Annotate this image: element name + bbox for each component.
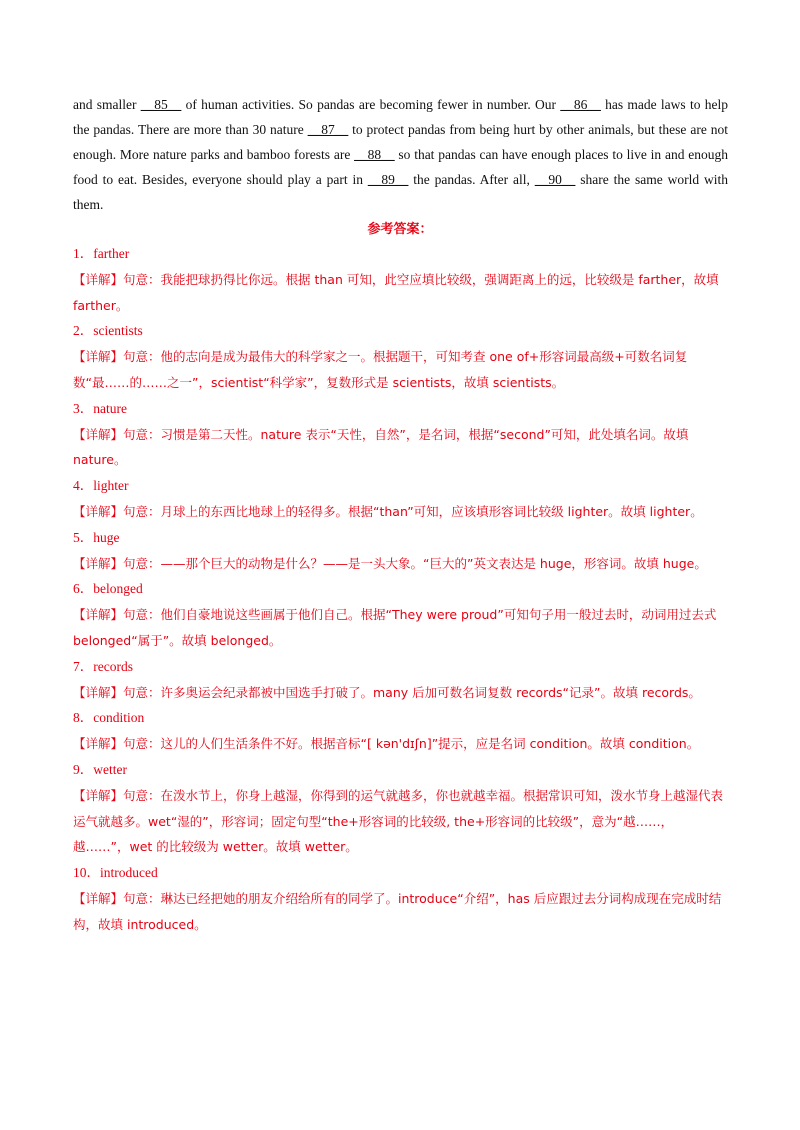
answer-explanation: 【详解】句意：琳达已经把她的朋友介绍给所有的同学了。introduce“介绍”，has 后应跟过去分词构成现在完成时结构，故填 introduced。 (73, 890, 722, 932)
blank-86: __86__ (560, 97, 601, 112)
answer-explanation: 【详解】句意：习惯是第二天性。nature 表示“天性，自然”，是名词，根据“second”可知，此处填名词。故填 nature。 (73, 426, 689, 468)
answer-list (73, 241, 728, 938)
blank-88: __88__ (354, 147, 395, 162)
answer-number: 10．introduced (73, 865, 158, 881)
blank-89: __89__ (367, 172, 409, 187)
answer-number: 6．belonged (73, 581, 143, 597)
blank-90: __90__ (534, 172, 576, 187)
blank-87: __87__ (307, 122, 349, 137)
answer-explanation: 【详解】句意：这儿的人们生活条件不好。根据音标“[ kən'dɪʃn]”提示，应是名词 condition。故填 condition。 (73, 736, 700, 752)
answer-number: 9．wetter (73, 761, 127, 777)
answer-number: 8．condition (73, 710, 145, 726)
answer-number: 3．nature (73, 400, 127, 416)
passage-text: has made laws to help the pandas. There are more than 30 nature (73, 97, 728, 137)
blank-85: __85__ (140, 97, 182, 112)
answer-explanation: 【详解】句意：——那个巨大的动物是什么？——是一头大象。“巨大的”英文表达是 huge，形容词。故填 huge。 (73, 555, 707, 571)
passage-text: to protect pandas from being hurt by other animals, but these are not enough. More nature parks and bamboo forests are (73, 122, 728, 162)
answer-explanation: 【详解】句意：他的志向是成为最伟大的科学家之一。根据题干，可知考查 one of+形容词最高级+可数名词复数“最……的……之一”，scientist“科学家”，复数形式是 scientists，故填 scientists。 (73, 349, 688, 390)
answer-number: 5．huge (73, 529, 120, 545)
answer-number: 7．records (73, 658, 133, 674)
answer-number: 2．scientists (73, 323, 143, 339)
passage-text: the pandas. After all, (408, 172, 535, 187)
answer-key-heading: 参考答案： (367, 222, 433, 237)
answer-number: 4．lighter (73, 478, 129, 494)
answer-explanation: 【详解】句意：他们自豪地说这些画属于他们自己。根据“They were proud”可知句子用一般过去时，动词用过去式 belonged“属于”。故填 belonged。 (73, 607, 717, 648)
passage-text: so that pandas can have enough places to live in and enough food to eat. Besides, everyone should play a part in (73, 147, 728, 187)
answer-number: 1．farther (73, 246, 130, 261)
passage-text: and smaller (73, 97, 141, 112)
answer-explanation: 【详解】句意：月球上的东西比地球上的轻得多。根据“than”可知，应该填形容词比较级 lighter。故填 lighter。 (73, 503, 703, 519)
answer-explanation: 【详解】句意：许多奥运会纪录都被中国选手打破了。many 后加可数名词复数 records“记录”。故填 records。 (73, 684, 701, 700)
cloze-passage (73, 92, 728, 217)
answer-explanation: 【详解】句意：在泼水节上，你身上越湿，你得到的运气就越多，你也就越幸福。根据常识可知，泼水节身上越湿代表运气就越多。wet“湿的”，形容词；固定句型“the+形容词的比较级, the+形容词的比较级”，意为“越……，越……”，wet 的比较级为 wetter。故填 wetter。 (73, 787, 724, 855)
passage-text: share the same world with them. (73, 172, 728, 212)
passage-text: of human activities. So pandas are becoming fewer in number. Our (181, 97, 561, 112)
answer-explanation: 【详解】句意：我能把球扔得比你远。根据 than 可知，此空应填比较级，强调距离上的远，比较级是 farther，故填 farther。 (73, 271, 719, 313)
